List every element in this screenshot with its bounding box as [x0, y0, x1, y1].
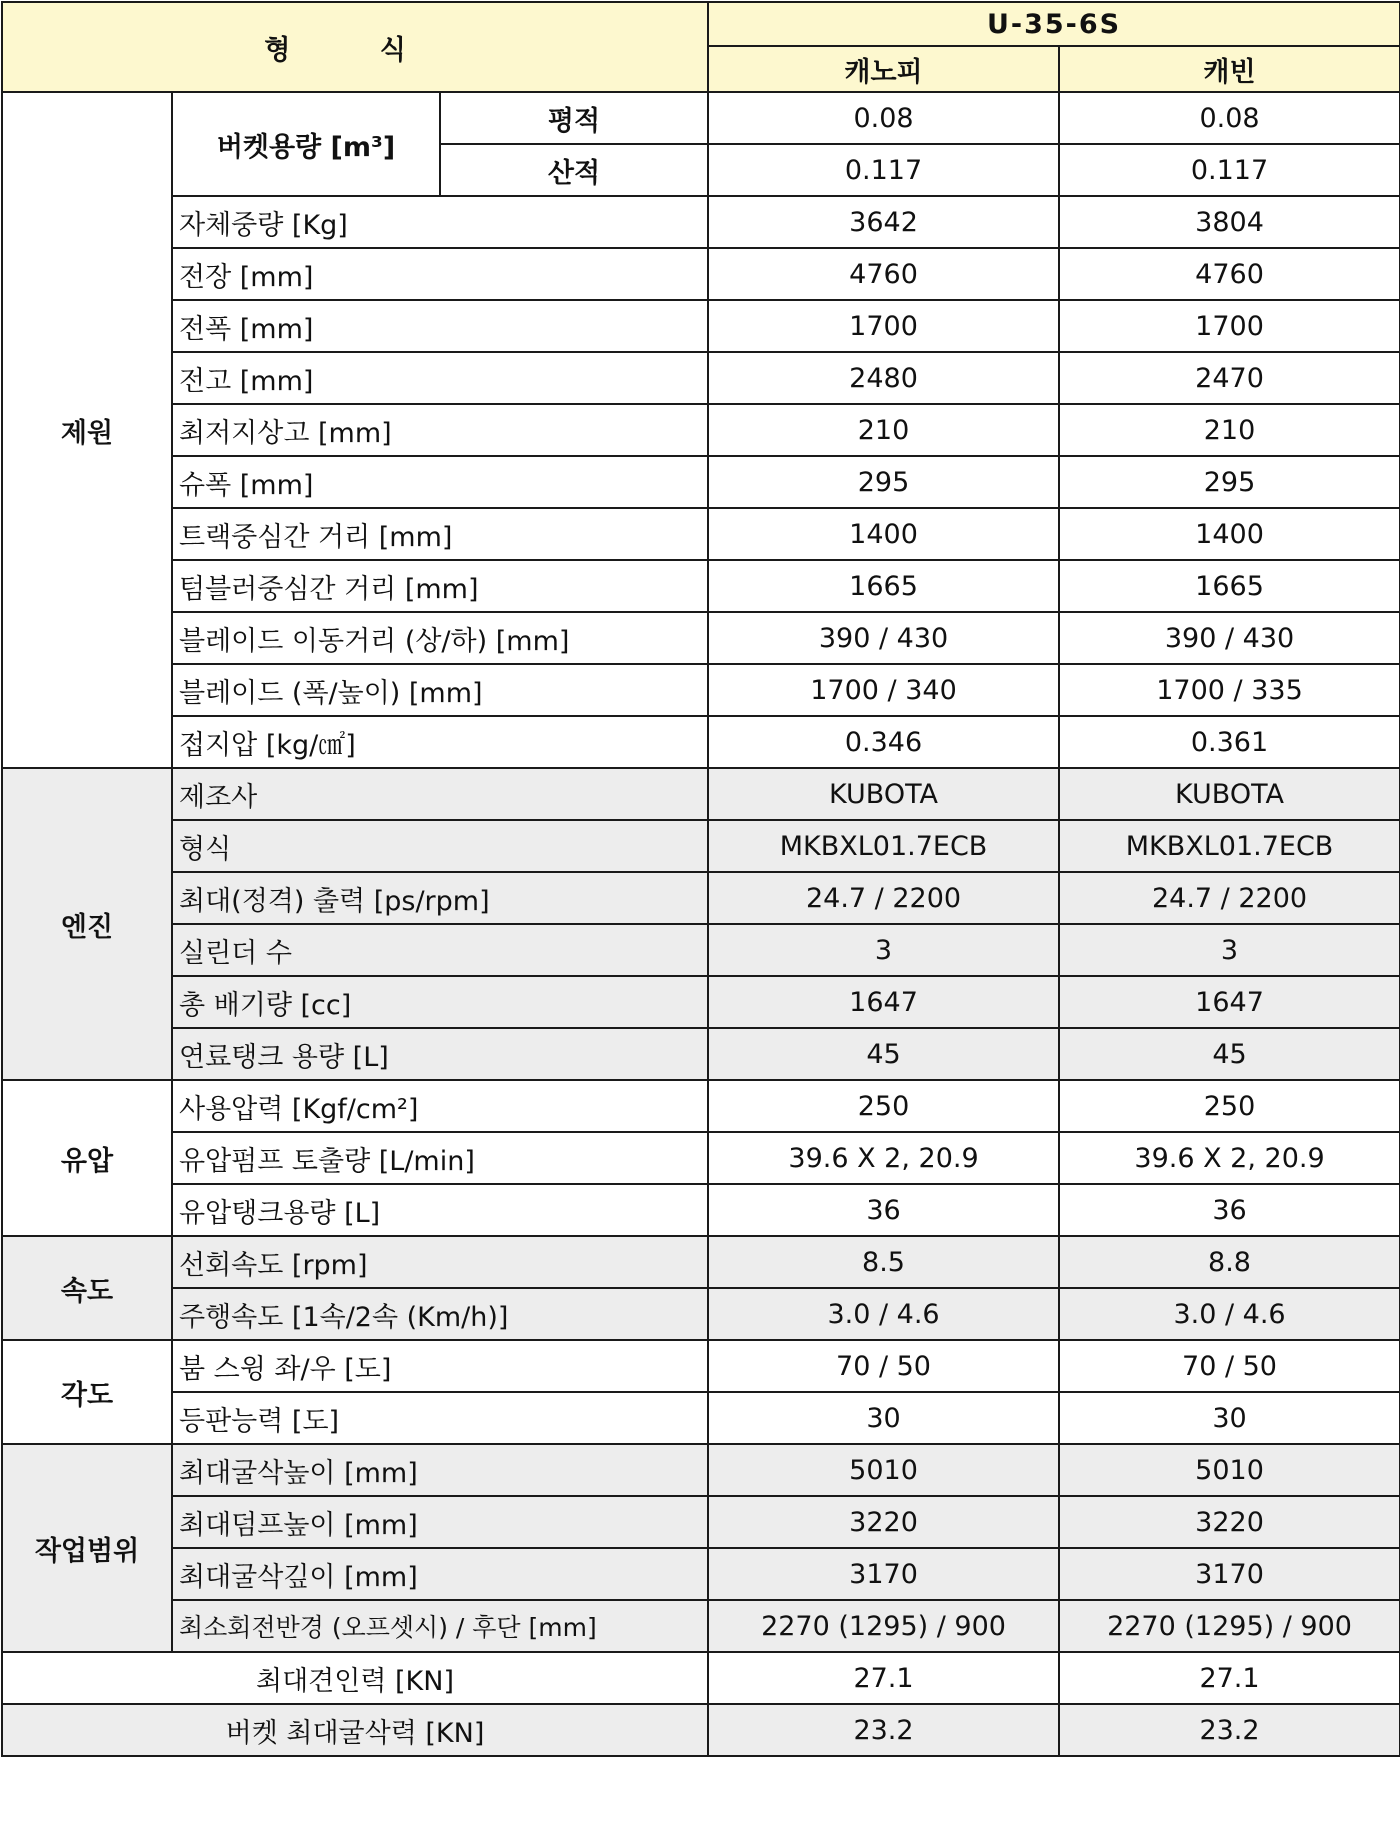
row-label: 슈폭 [mm] — [172, 456, 708, 508]
cabin-value: 1700 — [1059, 300, 1400, 352]
canopy-value: 0.117 — [708, 144, 1059, 196]
group-label-work-range: 작업범위 — [2, 1444, 172, 1652]
table-row — [2, 820, 1400, 872]
row-label: 최대견인력 [KN] — [2, 1652, 708, 1704]
form-header: 형 식 — [2, 2, 708, 92]
canopy-value: 3170 — [708, 1548, 1059, 1600]
canopy-value: 23.2 — [708, 1704, 1059, 1756]
row-label: 접지압 [kg/㎠] — [172, 716, 708, 768]
cabin-value: 5010 — [1059, 1444, 1400, 1496]
row-label: 사용압력 [Kgf/cm²] — [172, 1080, 708, 1132]
table-row — [2, 1288, 1400, 1340]
table-row — [2, 1132, 1400, 1184]
cabin-value: 1700 / 335 — [1059, 664, 1400, 716]
table-row — [2, 352, 1400, 404]
header-row-1 — [2, 2, 1400, 46]
cabin-value: 70 / 50 — [1059, 1340, 1400, 1392]
variant-canopy: 캐노피 — [708, 46, 1059, 92]
row-label: 실린더 수 — [172, 924, 708, 976]
table-row — [2, 716, 1400, 768]
cabin-value: 3804 — [1059, 196, 1400, 248]
cabin-value: 390 / 430 — [1059, 612, 1400, 664]
table-row — [2, 92, 1400, 144]
table-row — [2, 1392, 1400, 1444]
spec-table — [1, 1, 1400, 1757]
canopy-value: 1665 — [708, 560, 1059, 612]
canopy-value: 1400 — [708, 508, 1059, 560]
table-row — [2, 1548, 1400, 1600]
group-label-hydraulic: 유압 — [2, 1080, 172, 1236]
cabin-value: 3.0 / 4.6 — [1059, 1288, 1400, 1340]
row-label: 텀블러중심간 거리 [mm] — [172, 560, 708, 612]
table-row — [2, 1236, 1400, 1288]
cabin-value: 0.361 — [1059, 716, 1400, 768]
row-label: 전폭 [mm] — [172, 300, 708, 352]
table-row — [2, 196, 1400, 248]
group-label-engine: 엔진 — [2, 768, 172, 1080]
canopy-value: 3.0 / 4.6 — [708, 1288, 1059, 1340]
row-label: 최저지상고 [mm] — [172, 404, 708, 456]
canopy-value: 24.7 / 2200 — [708, 872, 1059, 924]
canopy-value: 27.1 — [708, 1652, 1059, 1704]
cabin-value: 45 — [1059, 1028, 1400, 1080]
table-row — [2, 1496, 1400, 1548]
row-label: 버켓 최대굴삭력 [KN] — [2, 1704, 708, 1756]
canopy-value: 3 — [708, 924, 1059, 976]
model-name: U-35-6S — [708, 2, 1400, 46]
cabin-value: 3 — [1059, 924, 1400, 976]
table-row — [2, 1600, 1400, 1652]
cabin-value: 27.1 — [1059, 1652, 1400, 1704]
canopy-value: 70 / 50 — [708, 1340, 1059, 1392]
canopy-value: 295 — [708, 456, 1059, 508]
row-label: 최소회전반경 (오프셋시) / 후단 [mm] — [172, 1600, 708, 1652]
canopy-value: 250 — [708, 1080, 1059, 1132]
canopy-value: 39.6 X 2, 20.9 — [708, 1132, 1059, 1184]
canopy-value: 390 / 430 — [708, 612, 1059, 664]
cabin-value: 2470 — [1059, 352, 1400, 404]
table-row — [2, 1652, 1400, 1704]
group-label-speed: 속도 — [2, 1236, 172, 1340]
canopy-value: KUBOTA — [708, 768, 1059, 820]
cabin-value: 1647 — [1059, 976, 1400, 1028]
bucket-capacity-label: 버켓용량 [m³] — [172, 92, 440, 196]
canopy-value: 2480 — [708, 352, 1059, 404]
table-row — [2, 612, 1400, 664]
cabin-value: 23.2 — [1059, 1704, 1400, 1756]
table-row — [2, 508, 1400, 560]
bucket-sub-label: 평적 — [440, 92, 708, 144]
table-row — [2, 1184, 1400, 1236]
table-row — [2, 1028, 1400, 1080]
cabin-value: KUBOTA — [1059, 768, 1400, 820]
row-label: 연료탱크 용량 [L] — [172, 1028, 708, 1080]
row-label: 제조사 — [172, 768, 708, 820]
canopy-value: 3220 — [708, 1496, 1059, 1548]
row-label: 최대굴삭깊이 [mm] — [172, 1548, 708, 1600]
table-row — [2, 1080, 1400, 1132]
variant-cabin: 캐빈 — [1059, 46, 1400, 92]
cabin-value: 3170 — [1059, 1548, 1400, 1600]
bucket-sub-label: 산적 — [440, 144, 708, 196]
cabin-value: 4760 — [1059, 248, 1400, 300]
cabin-value: 24.7 / 2200 — [1059, 872, 1400, 924]
cabin-value: 0.08 — [1059, 92, 1400, 144]
table-row — [2, 300, 1400, 352]
row-label: 총 배기량 [cc] — [172, 976, 708, 1028]
canopy-value: 3642 — [708, 196, 1059, 248]
table-row — [2, 456, 1400, 508]
row-label: 최대덤프높이 [mm] — [172, 1496, 708, 1548]
row-label: 블레이드 이동거리 (상/하) [mm] — [172, 612, 708, 664]
cabin-value: 250 — [1059, 1080, 1400, 1132]
canopy-value: 210 — [708, 404, 1059, 456]
canopy-value: 4760 — [708, 248, 1059, 300]
table-row — [2, 1704, 1400, 1756]
row-label: 전장 [mm] — [172, 248, 708, 300]
canopy-value: 2270 (1295) / 900 — [708, 1600, 1059, 1652]
row-label: 주행속도 [1속/2속 (Km/h)] — [172, 1288, 708, 1340]
row-label: 유압탱크용량 [L] — [172, 1184, 708, 1236]
canopy-value: 1700 / 340 — [708, 664, 1059, 716]
table-row — [2, 768, 1400, 820]
row-label: 붐 스윙 좌/우 [도] — [172, 1340, 708, 1392]
canopy-value: 5010 — [708, 1444, 1059, 1496]
table-row — [2, 924, 1400, 976]
canopy-value: 1647 — [708, 976, 1059, 1028]
row-label: 블레이드 (폭/높이) [mm] — [172, 664, 708, 716]
cabin-value: 8.8 — [1059, 1236, 1400, 1288]
row-label: 자체중량 [Kg] — [172, 196, 708, 248]
canopy-value: 30 — [708, 1392, 1059, 1444]
canopy-value: 8.5 — [708, 1236, 1059, 1288]
cabin-value: 39.6 X 2, 20.9 — [1059, 1132, 1400, 1184]
cabin-value: 0.117 — [1059, 144, 1400, 196]
cabin-value: 3220 — [1059, 1496, 1400, 1548]
canopy-value: 45 — [708, 1028, 1059, 1080]
cabin-value: MKBXL01.7ECB — [1059, 820, 1400, 872]
table-row — [2, 872, 1400, 924]
table-row — [2, 1340, 1400, 1392]
row-label: 등판능력 [도] — [172, 1392, 708, 1444]
table-row — [2, 404, 1400, 456]
cabin-value: 36 — [1059, 1184, 1400, 1236]
table-row — [2, 1444, 1400, 1496]
table-row — [2, 976, 1400, 1028]
group-label-specs: 제원 — [2, 92, 172, 768]
canopy-value: 36 — [708, 1184, 1059, 1236]
row-label: 형식 — [172, 820, 708, 872]
row-label: 선회속도 [rpm] — [172, 1236, 708, 1288]
table-row — [2, 560, 1400, 612]
table-row — [2, 248, 1400, 300]
row-label: 유압펌프 토출량 [L/min] — [172, 1132, 708, 1184]
row-label: 최대(정격) 출력 [ps/rpm] — [172, 872, 708, 924]
row-label: 최대굴삭높이 [mm] — [172, 1444, 708, 1496]
group-label-angle: 각도 — [2, 1340, 172, 1444]
cabin-value: 1400 — [1059, 508, 1400, 560]
canopy-value: 1700 — [708, 300, 1059, 352]
canopy-value: 0.346 — [708, 716, 1059, 768]
row-label: 전고 [mm] — [172, 352, 708, 404]
cabin-value: 30 — [1059, 1392, 1400, 1444]
row-label: 트랙중심간 거리 [mm] — [172, 508, 708, 560]
cabin-value: 295 — [1059, 456, 1400, 508]
cabin-value: 2270 (1295) / 900 — [1059, 1600, 1400, 1652]
canopy-value: 0.08 — [708, 92, 1059, 144]
cabin-value: 1665 — [1059, 560, 1400, 612]
cabin-value: 210 — [1059, 404, 1400, 456]
table-row — [2, 664, 1400, 716]
canopy-value: MKBXL01.7ECB — [708, 820, 1059, 872]
